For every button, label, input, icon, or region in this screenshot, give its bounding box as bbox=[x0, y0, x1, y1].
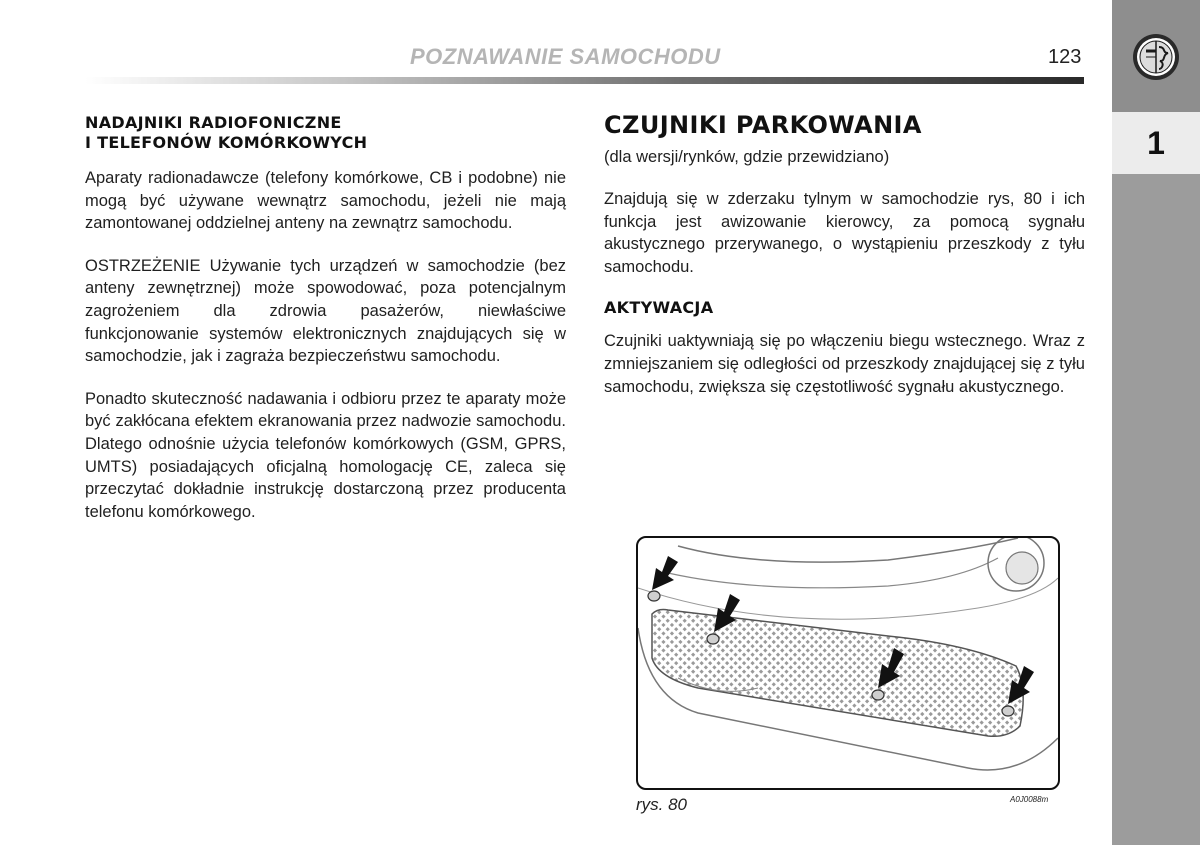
figure-caption: rys. 80 bbox=[636, 795, 688, 814]
parking-sensors-figure bbox=[636, 536, 1060, 790]
section-title: POZNAWANIE SAMOCHODU bbox=[410, 44, 721, 69]
heading-line-2: I TELEFONÓW KOMÓRKOWYCH bbox=[85, 133, 368, 152]
left-column bbox=[85, 113, 566, 523]
chapter-marker bbox=[1112, 112, 1200, 174]
chapter-number: 1 bbox=[1147, 125, 1165, 161]
chapter-side-tab bbox=[1112, 0, 1200, 845]
section-heading bbox=[85, 113, 566, 153]
page-number: 123 bbox=[1048, 46, 1082, 68]
figure-code: A0J0088m bbox=[1010, 795, 1049, 804]
header-divider bbox=[85, 77, 1084, 84]
activation-paragraph: Czujniki uaktywniają się po włączeniu biegu wstecznego. Wraz z zmniejszaniem się odległości od przeszkody znajdującej się z tyłu samochodu, zwiększa się częstotliwość sygnału akustycznego. bbox=[604, 332, 1085, 396]
paragraph: Ponadto skuteczność nadawania i odbioru przez te aparaty może być zakłócana efektem ekranowania przez nadwozie samochodu. Dlatego odnośnie użycia telefonów komórkowych (GSM, GPRS, UMTS) posiadających oficjalną homologację CE, zaleca się przeczytać dokładnie instrukcję dostarczoną przez producenta telefonu komórkowego. bbox=[85, 389, 566, 521]
arrow-icon bbox=[652, 556, 678, 590]
parking-sensor-3 bbox=[872, 690, 884, 700]
parking-sensor-2 bbox=[707, 634, 719, 644]
rear-bumper-parking-sensors-illustration bbox=[638, 538, 1058, 788]
logo-area bbox=[1112, 0, 1200, 112]
parking-sensor-1 bbox=[648, 591, 660, 601]
right-column bbox=[604, 110, 1085, 398]
alfa-romeo-badge-icon bbox=[1132, 33, 1180, 81]
paragraph: Aparaty radionadawcze (telefony komórkowe, CB i podobne) nie mogą być używane wewnątrz samochodu, jeżeli nie mają zamontowanej oddzielnej anteny na zewnątrz samochodu. bbox=[85, 169, 566, 233]
warning-paragraph: OSTRZEŻENIE Używanie tych urządzeń w samochodzie (bez anteny zewnętrznej) może spowodować, poza potencjalnym zagrożeniem dla zdrowia pasażerów, niewłaściwe funkcjonowanie systemów elektronicznych znajdujących się w samochodzie, jak i zagraża bezpieczeństwu samochodu. bbox=[85, 256, 566, 366]
page-title: CZUJNIKI PARKOWANIA bbox=[604, 111, 922, 139]
activation-heading: AKTYWACJA bbox=[604, 298, 714, 318]
heading-line-1: NADAJNIKI RADIOFONICZNE bbox=[85, 113, 342, 132]
version-note: (dla wersji/rynków, gdzie przewidziano) bbox=[604, 148, 890, 166]
parking-sensor-4 bbox=[1002, 706, 1014, 716]
paragraph: Znajdują się w zderzaku tylnym w samochodzie rys, 80 i ich funkcja jest awizowanie kierowcy, za pomocą sygnału akustycznego przerywanego, o wystąpieniu przeszkody z tyłu samochodu. bbox=[604, 190, 1085, 276]
